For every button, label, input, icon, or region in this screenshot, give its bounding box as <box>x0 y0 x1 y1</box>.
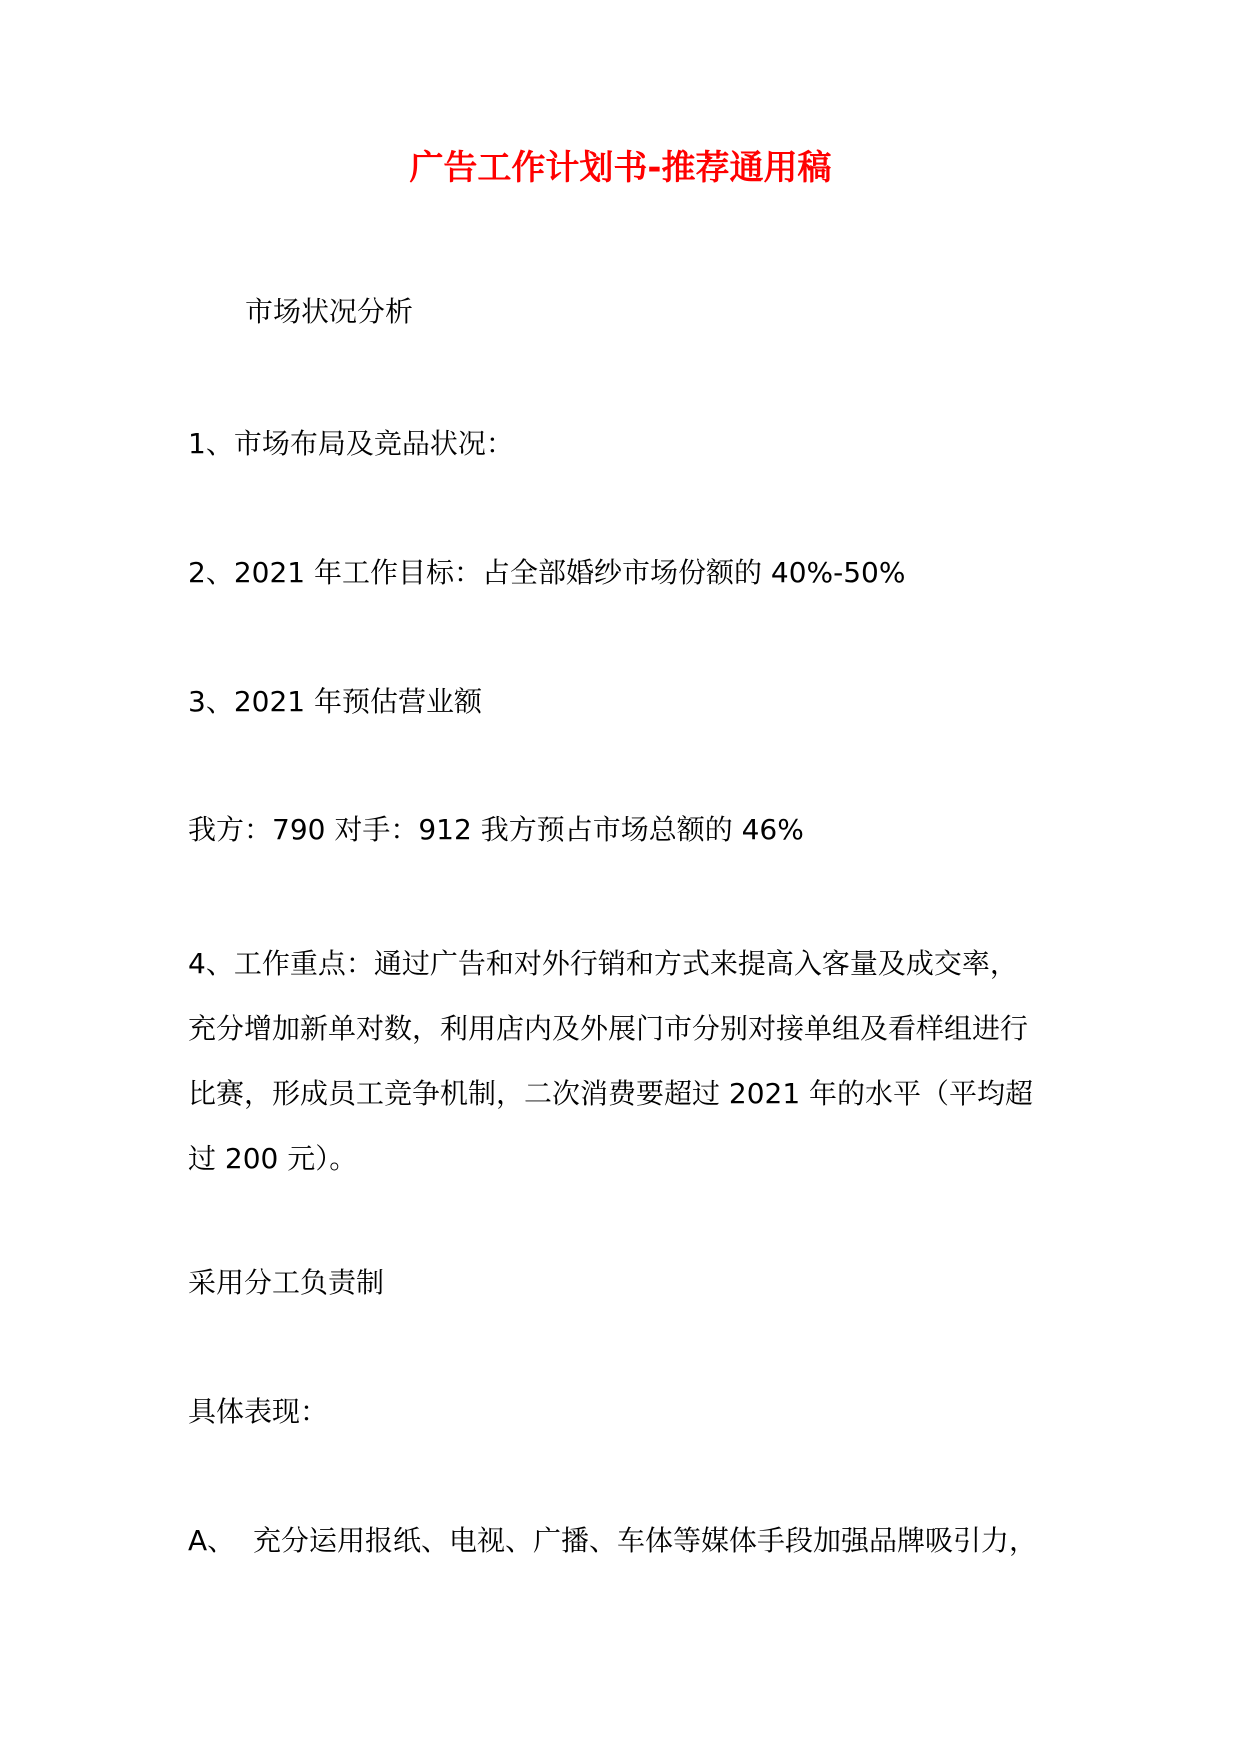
item-a: A、 充分运用报纸、电视、广播、车体等媒体手段加强品牌吸引力， <box>188 1524 1037 1557</box>
item-4-line: 过 200 元）。 <box>188 1142 358 1175</box>
revenue-line: 我方：790 对手：912 我方预占市场总额的 46% <box>188 813 804 846</box>
item-4-line: 4、工作重点：通过广告和对外行销和方式来提高入客量及成交率， <box>188 947 1018 980</box>
responsibility-line: 采用分工负责制 <box>188 1266 385 1299</box>
item-4-line: 充分增加新单对数，利用店内及外展门市分别对接单组及看样组进行 <box>188 1012 1029 1045</box>
item-2: 2、2021 年工作目标：占全部婚纱市场份额的 40%-50% <box>188 556 906 589</box>
section-heading: 市场状况分析 <box>245 295 414 328</box>
item-1: 1、市场布局及竞品状况： <box>188 427 514 460</box>
item-4-paragraph <box>188 931 1068 1191</box>
details-heading: 具体表现： <box>188 1395 329 1428</box>
item-3: 3、2021 年预估营业额 <box>188 685 482 718</box>
item-4-line: 比赛，形成员工竞争机制，二次消费要超过 2021 年的水平（平均超 <box>188 1077 1034 1110</box>
document-title: 广告工作计划书-推荐通用稿 <box>409 148 832 188</box>
